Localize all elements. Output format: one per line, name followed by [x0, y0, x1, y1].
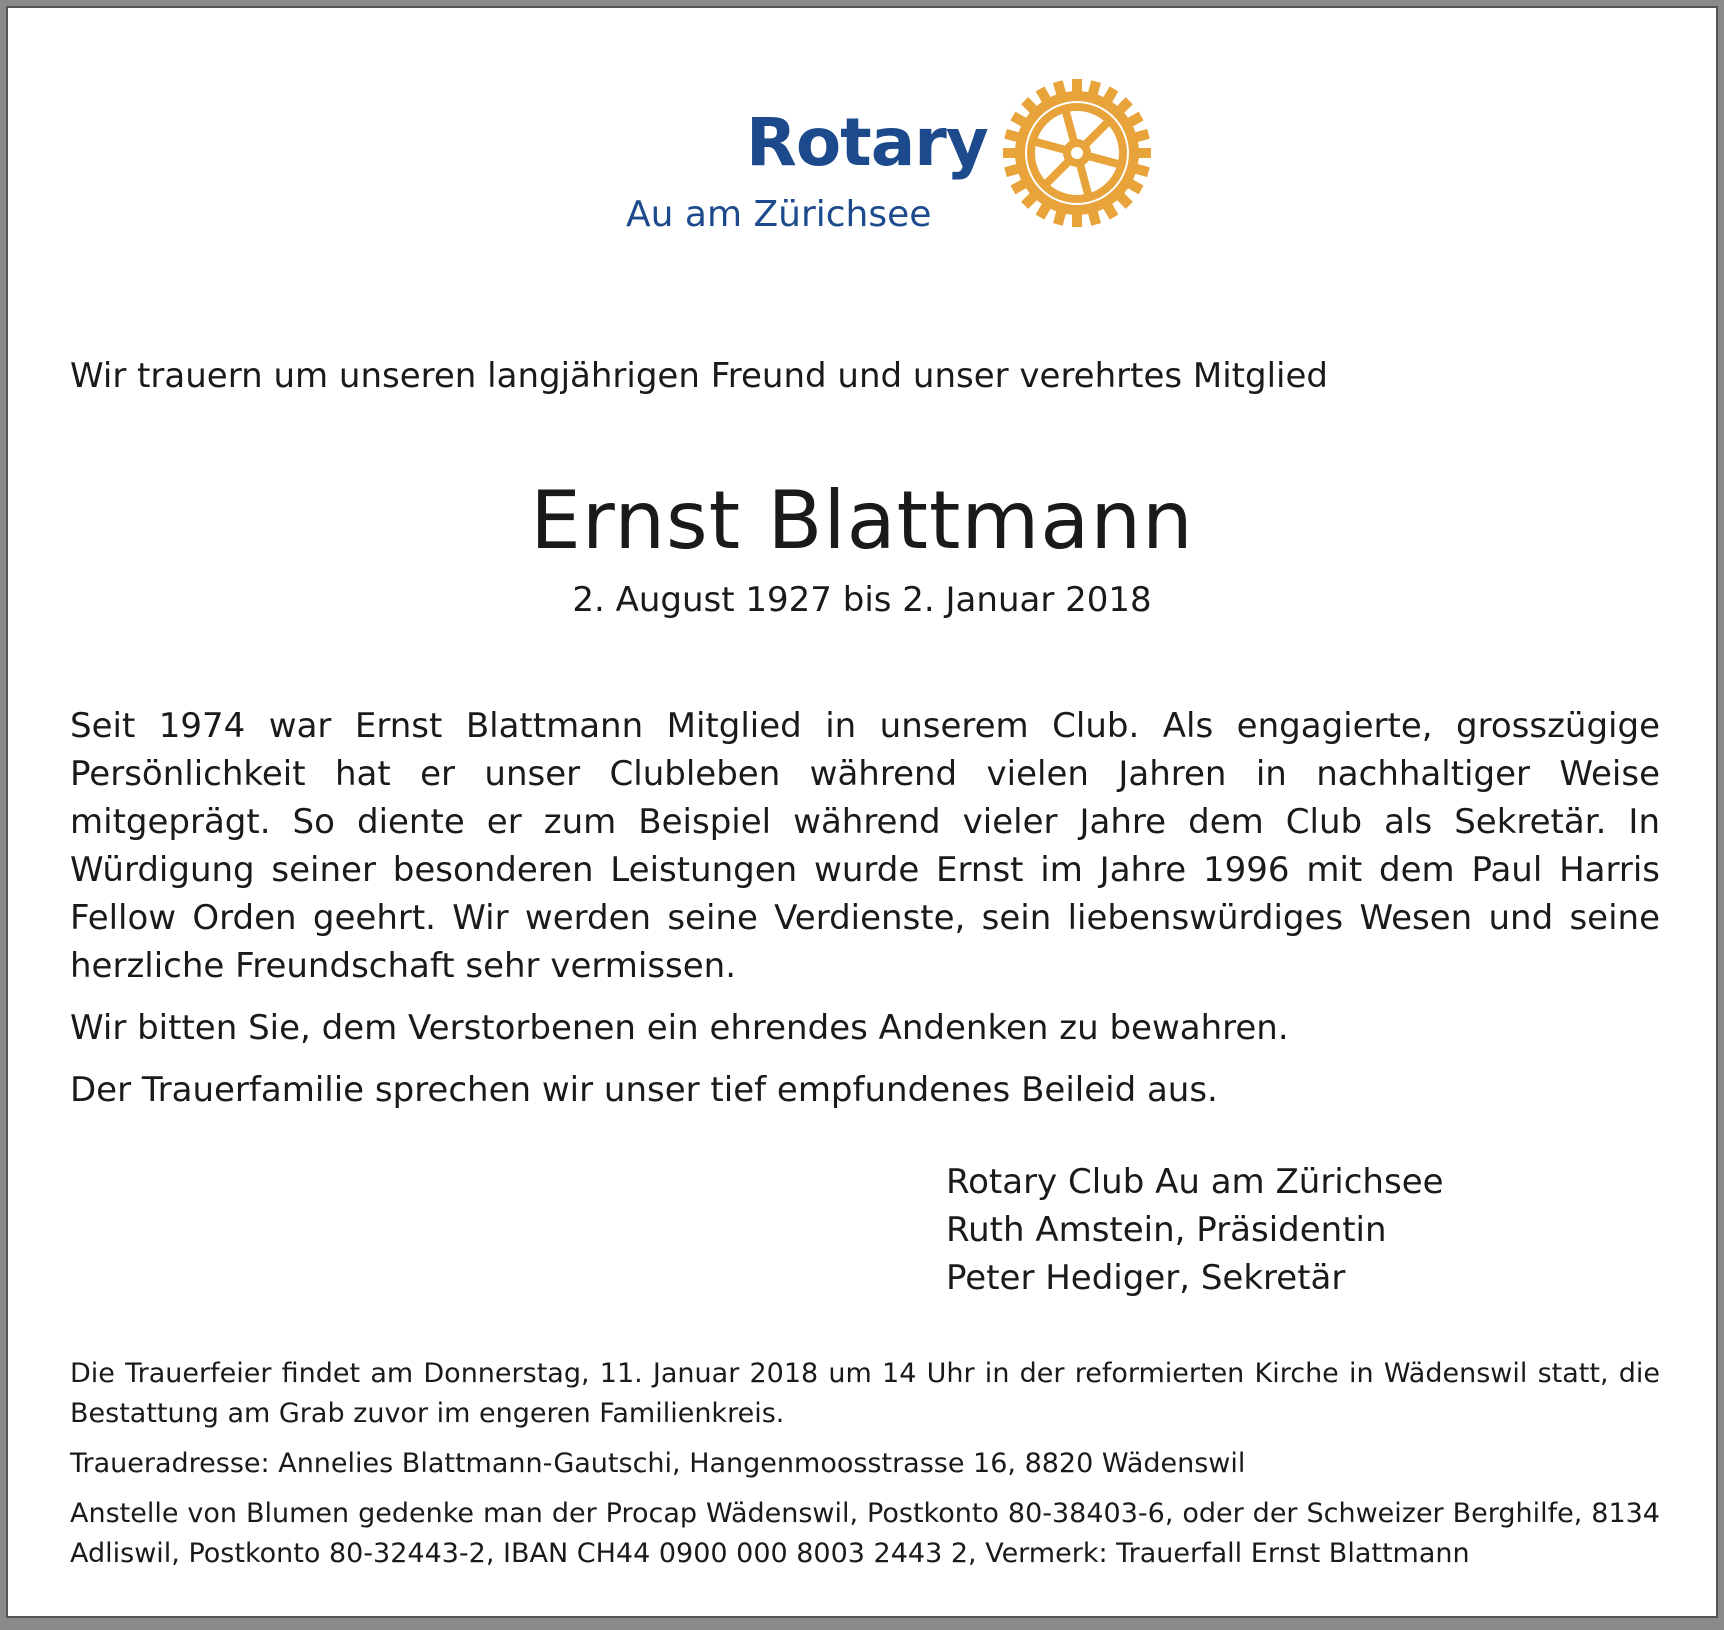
- rotary-wheel-icon: [1002, 78, 1152, 228]
- life-dates: 2. August 1927 bis 2. Januar 2018: [572, 580, 1152, 620]
- ceremony-note: Die Trauerfeier findet am Donnerstag, 11. Januar 2018 um 14 Uhr in der reformierten Kirche in Wädenswil statt, die Bestattung am Grab zuvor im engeren Familienkreis.: [70, 1358, 1660, 1429]
- rotary-logo: [618, 76, 1178, 266]
- signature-block: [946, 1158, 1444, 1302]
- logo-wordmark: Rotary: [746, 104, 988, 181]
- mourning-address: Traueradresse: Annelies Blattmann-Gautschi, Hangenmoosstrasse 16, 8820 Wädenswil: [70, 1448, 1246, 1479]
- obituary-notice: [6, 6, 1718, 1618]
- signature-secretary: Peter Hediger, Sekretär: [946, 1258, 1346, 1298]
- remembrance-paragraph: Wir bitten Sie, dem Verstorbenen ein ehrendes Andenken zu bewahren.: [70, 1008, 1289, 1048]
- tribute-text: [70, 702, 1660, 1114]
- donation-note: Anstelle von Blumen gedenke man der Procap Wädenswil, Postkonto 80-38403-6, oder der Schweizer Berghilfe, 8134 Adliswil, Postkonto 80-32443-2, IBAN CH44 0900 000 8003 2443 2, Vermerk: Trauerfall Ernst Blattmann: [70, 1498, 1660, 1569]
- signature-club: Rotary Club Au am Zürichsee: [946, 1162, 1444, 1202]
- condolence-paragraph: Der Trauerfamilie sprechen wir unser tief empfundenes Beileid aus.: [70, 1070, 1218, 1110]
- deceased-name: Ernst Blattmann: [530, 474, 1194, 567]
- intro-line: Wir trauern um unseren langjährigen Freund und unser verehrtes Mitglied: [70, 356, 1328, 396]
- signature-president: Ruth Amstein, Präsidentin: [946, 1210, 1387, 1250]
- footer-notes: [70, 1354, 1660, 1584]
- logo-subtitle: Au am Zürichsee: [626, 194, 932, 235]
- tribute-paragraph: Seit 1974 war Ernst Blattmann Mitglied in unserem Club. Als engagierte, grosszügige Persönlichkeit hat er unser Clubleben während vielen Jahren in nachhaltiger Weise mitgeprägt. So diente er zum Beispiel während vieler Jahre dem Club als Sekretär. In Würdigung seiner besonderen Leistungen wurde Ernst im Jahre 1996 mit dem Paul Harris Fellow Orden geehrt. Wir werden seine Verdienste, sein liebenswürdiges Wesen und seine herzliche Freundschaft sehr vermissen.: [70, 706, 1660, 986]
